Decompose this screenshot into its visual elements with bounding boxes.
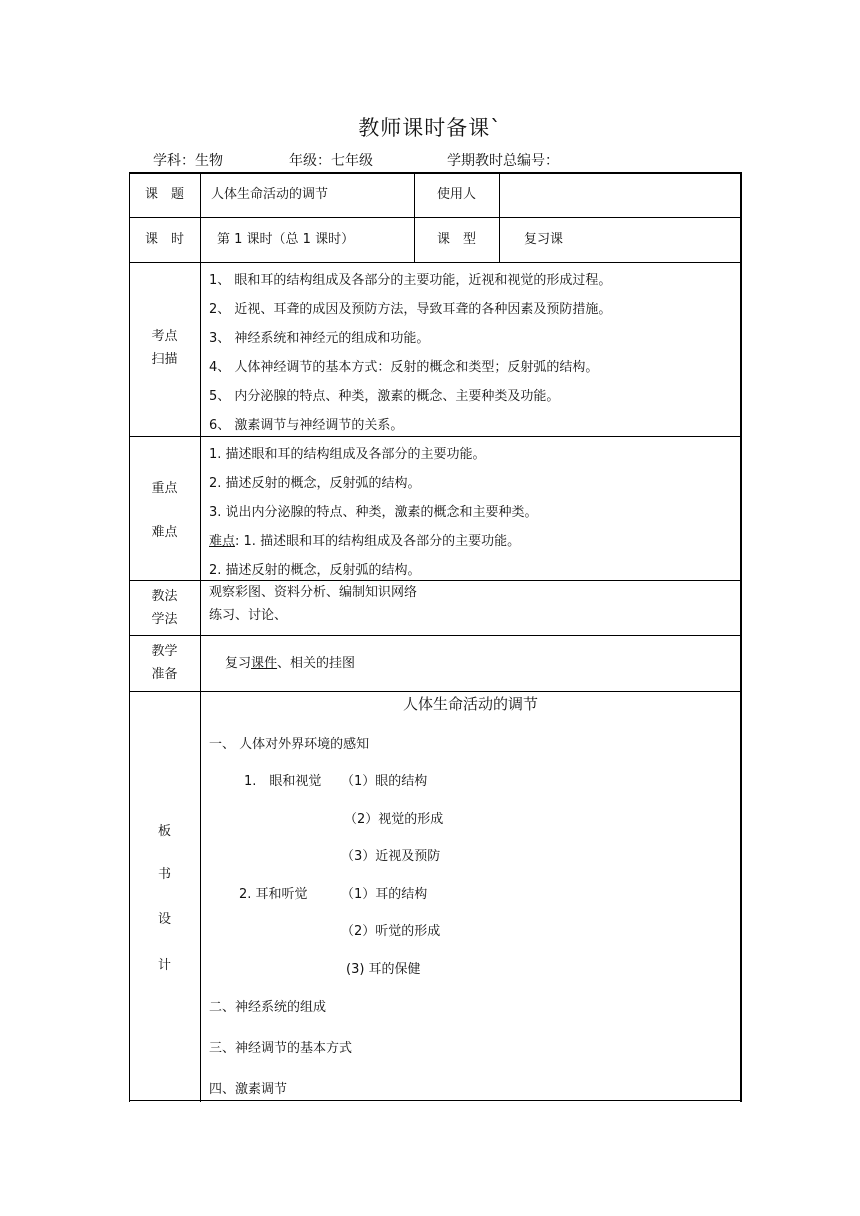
scan-item: 5、 内分泌腺的特点、种类，激素的概念、主要种类及功能。 xyxy=(209,389,560,404)
prep-suffix: 、相关的挂图 xyxy=(277,656,356,671)
board-item: （2）听觉的形成 xyxy=(341,924,441,939)
board-section-2: 二、神经系统的组成 xyxy=(209,1000,327,1015)
board-item: （3）近视及预防 xyxy=(341,849,441,864)
method-line: 练习、讨论、 xyxy=(209,608,288,623)
method-label-1: 教法 xyxy=(151,589,178,604)
prep-prefix: 复习 xyxy=(225,656,252,671)
board-label-char: 书 xyxy=(157,867,171,882)
lesson-plan-table xyxy=(129,172,742,1102)
key-point: 2. 描述反射的概念，反射弧的结构。 xyxy=(209,476,421,491)
grade-field: 年级：七年级 xyxy=(289,153,373,169)
difficult-first: : 1. 描述眼和耳的结构组成及各部分的主要功能。 xyxy=(235,534,521,549)
key-label: 重点 xyxy=(151,481,178,496)
difficult-point xyxy=(209,534,520,550)
user-label: 使用人 xyxy=(436,187,476,202)
scan-item: 3、 神经系统和神经元的组成和功能。 xyxy=(209,331,430,346)
difficult-prefix: 难点 xyxy=(209,534,236,549)
board-section-4: 四、激素调节 xyxy=(209,1082,288,1097)
board-subsection: 1. 眼和视觉 xyxy=(244,774,322,789)
period-label: 课 时 xyxy=(144,232,184,247)
subject-field: 学科：生物 xyxy=(153,153,223,169)
courseware-link[interactable]: 课件 xyxy=(251,656,278,671)
board-label-char: 设 xyxy=(157,912,171,927)
prep-label-2: 准备 xyxy=(151,667,178,682)
document-title: 教师课时备课` xyxy=(358,116,502,140)
scan-item: 2、 近视、耳聋的成因及预防方法，导致耳聋的各种因素及预防措施。 xyxy=(209,302,612,317)
scan-label-2: 扫描 xyxy=(151,352,178,367)
topic-label: 课 题 xyxy=(144,187,184,202)
board-label-char: 板 xyxy=(157,824,171,839)
difficult-label: 难点 xyxy=(151,525,178,540)
difficult-point: 2. 描述反射的概念，反射弧的结构。 xyxy=(209,563,421,578)
method-label-2: 学法 xyxy=(151,612,178,627)
board-item: （1）眼的结构 xyxy=(341,774,428,789)
board-title: 人体生命活动的调节 xyxy=(402,695,538,713)
scan-item: 4、 人体神经调节的基本方式：反射的概念和类型；反射弧的结构。 xyxy=(209,360,599,375)
board-section-1: 一、 人体对外界环境的感知 xyxy=(209,737,370,752)
period-value: 第 1 课时（总 1 课时） xyxy=(217,232,355,247)
board-item: （2）视觉的形成 xyxy=(344,812,444,827)
key-point: 3. 说出内分泌腺的特点、种类，激素的概念和主要种类。 xyxy=(209,505,538,520)
type-label: 课 型 xyxy=(436,232,476,247)
prep-label-1: 教学 xyxy=(151,644,178,659)
board-label-char: 计 xyxy=(157,958,171,973)
board-subsection: 2. 耳和听觉 xyxy=(239,887,308,902)
board-item: （1）耳的结构 xyxy=(341,887,428,902)
scan-item: 6、 激素调节与神经调节的关系。 xyxy=(209,418,404,433)
type-value: 复习课 xyxy=(524,232,564,247)
prep-content xyxy=(225,656,355,672)
scan-item: 1、 眼和耳的结构组成及各部分的主要功能，近视和视觉的形成过程。 xyxy=(209,273,612,288)
board-item: (3) 耳的保健 xyxy=(346,962,421,977)
key-point: 1. 描述眼和耳的结构组成及各部分的主要功能。 xyxy=(209,447,486,462)
scan-label-1: 考点 xyxy=(151,329,178,344)
topic-value: 人体生命活动的调节 xyxy=(211,187,329,202)
board-section-3: 三、神经调节的基本方式 xyxy=(209,1041,353,1056)
serial-number-field: 学期教时总编号： xyxy=(447,153,559,169)
method-line: 观察彩图、资料分析、编制知识网络 xyxy=(209,585,418,600)
